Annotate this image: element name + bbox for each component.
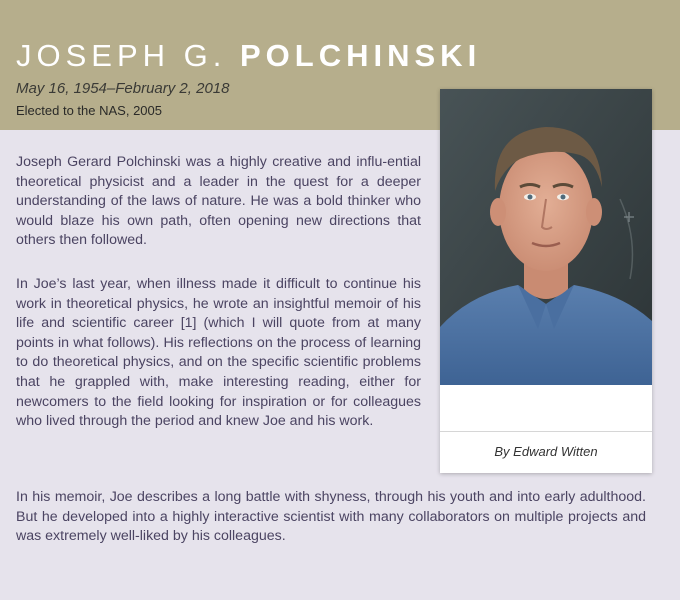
portrait-illustration — [440, 89, 652, 385]
photo-caption: By Edward Witten — [494, 444, 598, 459]
portrait-photo — [440, 89, 652, 385]
paragraph-1: Joseph Gerard Polchinski was a highly creative and influ-ential theoretical physicist and a leader in the quest for a deeper understanding of the laws of nature. He was a bold thinker who would blaze his own path, often opening new directions that others then followed. — [16, 154, 421, 249]
page-title — [16, 38, 481, 74]
life-dates: May 16, 1954–February 2, 2018 — [16, 80, 230, 97]
paragraph-3: In his memoir, Joe describes a long battle with shyness, through his youth and into early adulthood. But he developed into a highly interactive scientist with many collaborators on multiple projects and was extremely well-liked by his colleagues. — [16, 489, 646, 545]
first-name: JOSEPH G. — [16, 38, 227, 73]
caption-divider — [440, 431, 652, 432]
elected-note: Elected to the NAS, 2005 — [16, 103, 162, 118]
last-name: POLCHINSKI — [240, 38, 482, 73]
paragraph-2: In Joe’s last year, when illness made it difficult to continue his work in theoretical physics, he wrote an insightful memoir of his life and scientific career [1] (which I will quote from at many points in what follows). His reflections on the process of learning to do theoretical physics, and on the specific scientific problems that he grappled with, make interesting reading, either for newcomers to the field looking for inspiration or for colleagues who lived through the period and knew Joe and his work. — [16, 276, 421, 430]
photo-card — [440, 89, 652, 473]
